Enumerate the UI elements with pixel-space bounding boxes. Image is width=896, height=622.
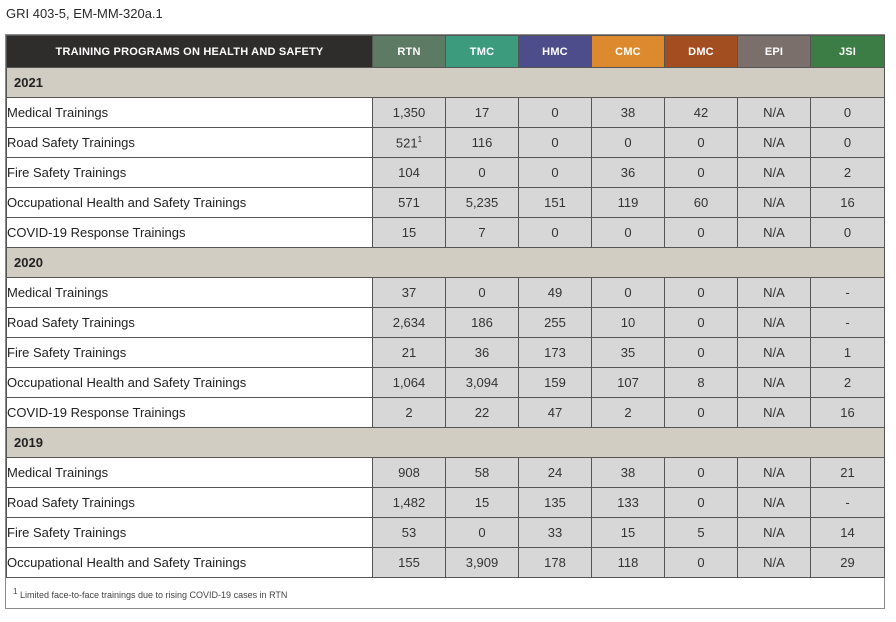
cell-value: 29 [840, 555, 855, 570]
cell-value: 0 [551, 225, 559, 240]
cell-hmc [519, 158, 592, 188]
cell-jsi [811, 548, 885, 578]
cell-value: N/A [763, 225, 785, 240]
cell-value: 36 [620, 165, 636, 180]
cell-dmc [665, 308, 738, 338]
cell-jsi [811, 158, 885, 188]
footnote-ref: 1 [417, 134, 423, 144]
cell-tmc [446, 218, 519, 248]
year-label: 2019 [7, 428, 885, 458]
table-row [7, 488, 885, 518]
cell-value: 0 [551, 165, 559, 180]
table-row [7, 368, 885, 398]
cell-jsi [811, 398, 885, 428]
cell-hmc [519, 338, 592, 368]
row-label: Road Safety Trainings [7, 128, 373, 158]
table-row [7, 158, 885, 188]
column-header-dmc: DMC [665, 36, 738, 68]
table-row [7, 398, 885, 428]
cell-value: 173 [544, 345, 566, 360]
cell-value: 118 [617, 555, 639, 570]
cell-value: 1,482 [392, 495, 426, 510]
cell-value: - [845, 285, 850, 300]
cell-tmc [446, 398, 519, 428]
cell-dmc [665, 458, 738, 488]
cell-epi [738, 128, 811, 158]
cell-epi [738, 278, 811, 308]
cell-cmc [592, 398, 665, 428]
table-row [7, 338, 885, 368]
cell-jsi [811, 518, 885, 548]
year-row [7, 428, 885, 458]
row-label: Road Safety Trainings [7, 308, 373, 338]
cell-jsi [811, 308, 885, 338]
cell-value: N/A [763, 375, 785, 390]
cell-rtn [373, 98, 446, 128]
cell-value: 49 [547, 285, 563, 300]
cell-value: 116 [471, 135, 493, 150]
cell-value: 1 [843, 345, 852, 360]
cell-dmc [665, 188, 738, 218]
training-table [6, 35, 885, 578]
row-label: Medical Trainings [7, 458, 373, 488]
cell-epi [738, 488, 811, 518]
cell-value: 0 [697, 285, 705, 300]
cell-dmc [665, 218, 738, 248]
row-label: COVID-19 Response Trainings [7, 218, 373, 248]
cell-tmc [446, 338, 519, 368]
cell-value: 42 [693, 105, 709, 120]
cell-cmc [592, 218, 665, 248]
cell-hmc [519, 458, 592, 488]
cell-value: 0 [551, 105, 559, 120]
cell-value: 16 [840, 195, 855, 210]
table-row [7, 188, 885, 218]
cell-hmc [519, 278, 592, 308]
cell-hmc [519, 488, 592, 518]
cell-value: N/A [763, 195, 785, 210]
cell-jsi [811, 218, 885, 248]
cell-cmc [592, 128, 665, 158]
cell-value: 159 [544, 375, 566, 390]
cell-cmc [592, 308, 665, 338]
cell-value: 0 [697, 135, 705, 150]
cell-value: 0 [697, 225, 705, 240]
row-label: Fire Safety Trainings [7, 338, 373, 368]
cell-value: 0 [697, 165, 705, 180]
cell-dmc [665, 368, 738, 398]
cell-rtn [373, 458, 446, 488]
cell-value: 58 [474, 465, 490, 480]
cell-rtn [373, 398, 446, 428]
cell-value: 35 [620, 345, 636, 360]
cell-value: 0 [843, 105, 852, 120]
cell-cmc [592, 548, 665, 578]
table-body [7, 68, 885, 578]
row-label: Fire Safety Trainings [7, 518, 373, 548]
cell-hmc [519, 548, 592, 578]
row-label: Occupational Health and Safety Trainings [7, 188, 373, 218]
cell-value: N/A [763, 315, 785, 330]
cell-value: 2 [405, 405, 413, 420]
row-label: Occupational Health and Safety Trainings [7, 548, 373, 578]
cell-value: 21 [840, 465, 855, 480]
cell-cmc [592, 188, 665, 218]
cell-value: 155 [398, 555, 420, 570]
cell-rtn [373, 488, 446, 518]
cell-value: 571 [398, 195, 420, 210]
cell-value: 37 [401, 285, 417, 300]
cell-value: 5,235 [465, 195, 499, 210]
cell-epi [738, 218, 811, 248]
cell-epi [738, 158, 811, 188]
cell-value: 15 [401, 225, 417, 240]
cell-value: - [845, 315, 850, 330]
cell-hmc [519, 368, 592, 398]
cell-jsi [811, 188, 885, 218]
cell-value: 0 [478, 525, 486, 540]
cell-value: N/A [763, 345, 785, 360]
cell-rtn [373, 518, 446, 548]
cell-value: 15 [474, 495, 490, 510]
column-header-tmc: TMC [446, 36, 519, 68]
cell-rtn [373, 128, 446, 158]
cell-value: 908 [398, 465, 420, 480]
cell-jsi [811, 368, 885, 398]
table-row [7, 98, 885, 128]
cell-value: 186 [471, 315, 493, 330]
cell-value: 15 [620, 525, 636, 540]
cell-value: 1,064 [392, 375, 426, 390]
cell-hmc [519, 518, 592, 548]
cell-value: 16 [840, 405, 855, 420]
cell-value: 3,094 [465, 375, 499, 390]
cell-value: N/A [763, 285, 785, 300]
cell-value: 133 [617, 495, 639, 510]
cell-value: N/A [763, 105, 785, 120]
cell-rtn [373, 278, 446, 308]
cell-value: 2,634 [392, 315, 426, 330]
row-label: COVID-19 Response Trainings [7, 398, 373, 428]
cell-dmc [665, 518, 738, 548]
cell-cmc [592, 98, 665, 128]
cell-cmc [592, 368, 665, 398]
cell-value: 38 [620, 465, 636, 480]
cell-value: N/A [763, 465, 785, 480]
cell-jsi [811, 488, 885, 518]
cell-value: 17 [474, 105, 490, 120]
table-row [7, 278, 885, 308]
year-row [7, 68, 885, 98]
cell-dmc [665, 548, 738, 578]
cell-value: 119 [617, 195, 639, 210]
table-row [7, 218, 885, 248]
cell-tmc [446, 368, 519, 398]
cell-value: 0 [624, 285, 632, 300]
header-label: TRAINING PROGRAMS ON HEALTH AND SAFETY [7, 36, 373, 68]
cell-jsi [811, 338, 885, 368]
cell-value: - [845, 495, 850, 510]
cell-value: 521 [395, 135, 418, 151]
cell-value: 60 [693, 195, 709, 210]
cell-value: 36 [474, 345, 490, 360]
cell-jsi [811, 458, 885, 488]
cell-jsi [811, 98, 885, 128]
cell-tmc [446, 278, 519, 308]
cell-value: 178 [544, 555, 566, 570]
cell-hmc [519, 188, 592, 218]
cell-epi [738, 98, 811, 128]
cell-hmc [519, 398, 592, 428]
cell-epi [738, 458, 811, 488]
cell-epi [738, 368, 811, 398]
row-label: Fire Safety Trainings [7, 158, 373, 188]
cell-value: 2 [843, 375, 852, 390]
cell-value: 0 [624, 225, 632, 240]
cell-value: N/A [763, 555, 785, 570]
cell-value: N/A [763, 135, 785, 150]
header-row [7, 36, 885, 68]
cell-value: N/A [763, 525, 785, 540]
cell-rtn [373, 188, 446, 218]
cell-dmc [665, 278, 738, 308]
cell-value: 1,350 [392, 105, 426, 120]
cell-value: 0 [478, 285, 486, 300]
cell-value: 14 [840, 525, 855, 540]
cell-dmc [665, 398, 738, 428]
row-label: Road Safety Trainings [7, 488, 373, 518]
table-row [7, 128, 885, 158]
cell-dmc [665, 158, 738, 188]
row-label: Medical Trainings [7, 98, 373, 128]
cell-value: 8 [697, 375, 705, 390]
column-header-epi: EPI [738, 36, 811, 68]
cell-value: 151 [544, 195, 566, 210]
cell-value: 0 [478, 165, 486, 180]
cell-value: 38 [620, 105, 636, 120]
cell-hmc [519, 308, 592, 338]
cell-hmc [519, 218, 592, 248]
row-label: Medical Trainings [7, 278, 373, 308]
cell-dmc [665, 98, 738, 128]
cell-rtn [373, 548, 446, 578]
cell-value: N/A [763, 165, 785, 180]
cell-tmc [446, 308, 519, 338]
cell-value: 53 [401, 525, 417, 540]
cell-rtn [373, 368, 446, 398]
cell-value: 2 [624, 405, 632, 420]
cell-value: 47 [547, 405, 563, 420]
cell-value: 0 [624, 135, 632, 150]
cell-value: 7 [478, 225, 486, 240]
cell-tmc [446, 518, 519, 548]
cell-tmc [446, 548, 519, 578]
table-row [7, 548, 885, 578]
cell-value: 0 [697, 315, 705, 330]
cell-tmc [446, 458, 519, 488]
cell-value: 107 [617, 375, 639, 390]
footnote-text: Limited face-to-face trainings due to rising COVID-19 cases in RTN [19, 590, 288, 600]
cell-value: 0 [843, 225, 852, 240]
cell-value: 104 [398, 165, 420, 180]
row-label: Occupational Health and Safety Trainings [7, 368, 373, 398]
cell-rtn [373, 218, 446, 248]
cell-epi [738, 518, 811, 548]
cell-value: 21 [401, 345, 417, 360]
cell-value: 5 [697, 525, 705, 540]
footnote [13, 587, 287, 600]
cell-rtn [373, 338, 446, 368]
cell-cmc [592, 488, 665, 518]
cell-jsi [811, 278, 885, 308]
cell-rtn [373, 308, 446, 338]
cell-jsi [811, 128, 885, 158]
cell-value: 22 [474, 405, 490, 420]
footnote-mark: 1 [13, 587, 18, 596]
cell-cmc [592, 518, 665, 548]
cell-epi [738, 338, 811, 368]
cell-value: 0 [697, 345, 705, 360]
column-header-hmc: HMC [519, 36, 592, 68]
cell-value: 33 [547, 525, 563, 540]
cell-epi [738, 188, 811, 218]
column-header-jsi: JSI [811, 36, 885, 68]
cell-value: 10 [620, 315, 636, 330]
cell-epi [738, 308, 811, 338]
cell-value: 24 [547, 465, 563, 480]
column-header-rtn: RTN [373, 36, 446, 68]
table-frame [5, 34, 885, 609]
cell-dmc [665, 338, 738, 368]
year-label: 2021 [7, 68, 885, 98]
cell-cmc [592, 158, 665, 188]
cell-value: 0 [697, 405, 705, 420]
column-header-cmc: CMC [592, 36, 665, 68]
cell-hmc [519, 98, 592, 128]
cell-cmc [592, 278, 665, 308]
table-row [7, 458, 885, 488]
cell-tmc [446, 488, 519, 518]
cell-tmc [446, 128, 519, 158]
cell-value: 0 [551, 135, 559, 150]
reference-code: GRI 403-5, EM-MM-320a.1 [6, 6, 163, 21]
cell-tmc [446, 188, 519, 218]
table-row [7, 518, 885, 548]
cell-tmc [446, 98, 519, 128]
cell-cmc [592, 458, 665, 488]
cell-epi [738, 398, 811, 428]
cell-cmc [592, 338, 665, 368]
cell-value: 2 [843, 165, 852, 180]
cell-rtn [373, 158, 446, 188]
cell-value: 255 [544, 315, 566, 330]
cell-value: 0 [697, 495, 705, 510]
cell-value: 0 [697, 555, 705, 570]
table-row [7, 308, 885, 338]
cell-value: 135 [544, 495, 566, 510]
year-label: 2020 [7, 248, 885, 278]
cell-value: 0 [697, 465, 705, 480]
cell-value: N/A [763, 495, 785, 510]
cell-value: N/A [763, 405, 785, 420]
year-row [7, 248, 885, 278]
cell-value: 0 [843, 135, 852, 150]
cell-dmc [665, 128, 738, 158]
cell-tmc [446, 158, 519, 188]
cell-value: 3,909 [465, 555, 499, 570]
cell-epi [738, 548, 811, 578]
cell-dmc [665, 488, 738, 518]
cell-hmc [519, 128, 592, 158]
